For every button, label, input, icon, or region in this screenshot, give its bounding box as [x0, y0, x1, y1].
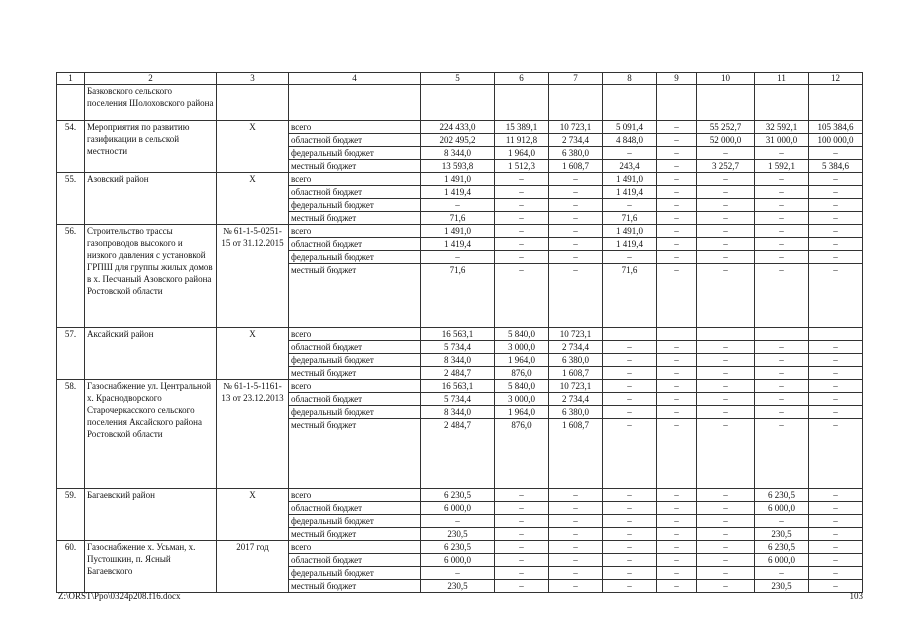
value-cell: –	[755, 341, 809, 354]
value-cell: –	[495, 186, 549, 199]
value-cell: –	[657, 160, 697, 173]
value-cell: –	[697, 419, 755, 489]
value-cell: –	[809, 225, 863, 238]
value-cell: –	[697, 186, 755, 199]
value-cell: –	[809, 354, 863, 367]
value-cell: –	[495, 489, 549, 502]
value-cell: –	[495, 251, 549, 264]
value-cell: 224 433,0	[421, 121, 495, 134]
value-cell: –	[549, 238, 603, 251]
value-cell: –	[549, 541, 603, 554]
value-cell: –	[603, 489, 657, 502]
value-cell: 1 608,7	[549, 419, 603, 489]
value-cell: –	[809, 515, 863, 528]
value-cell: –	[657, 567, 697, 580]
value-cell: –	[657, 121, 697, 134]
value-cell: 2 734,4	[549, 393, 603, 406]
budget-label: местный бюджет	[289, 160, 421, 173]
value-cell: 6 230,5	[421, 541, 495, 554]
value-cell: –	[809, 147, 863, 160]
item-name: Багаевский район	[85, 489, 217, 541]
value-cell: –	[495, 173, 549, 186]
value-cell: 6 000,0	[421, 554, 495, 567]
value-cell: 2 484,7	[421, 367, 495, 380]
value-cell: 3 252,7	[697, 160, 755, 173]
value-cell: –	[657, 515, 697, 528]
value-cell: –	[657, 406, 697, 419]
continuation-row	[57, 85, 863, 121]
table-row	[57, 489, 863, 502]
item-name: Строительство трассы газопроводов высокого и низкого давления с установкой ГРПШ для группы жилых домов в х. Песчаный Азовского района Ростовской области	[85, 225, 217, 328]
value-cell: –	[657, 502, 697, 515]
value-cell: –	[495, 515, 549, 528]
value-cell: –	[697, 367, 755, 380]
value-cell: –	[549, 515, 603, 528]
value-cell: 3 000,0	[495, 341, 549, 354]
header-row	[57, 73, 863, 85]
value-cell: 71,6	[603, 264, 657, 328]
value-cell: –	[809, 199, 863, 212]
value-cell: –	[657, 419, 697, 489]
value-cell: 8 344,0	[421, 147, 495, 160]
value-cell: –	[809, 419, 863, 489]
value-cell: –	[697, 147, 755, 160]
value-cell: –	[657, 580, 697, 593]
value-cell: –	[549, 502, 603, 515]
value-cell: –	[495, 580, 549, 593]
value-cell: –	[495, 225, 549, 238]
value-cell: –	[603, 380, 657, 393]
value-cell: 1 512,3	[495, 160, 549, 173]
value-cell: –	[809, 554, 863, 567]
item-code: Х	[217, 489, 289, 541]
value-cell: –	[549, 567, 603, 580]
value-cell: –	[755, 147, 809, 160]
header-cell: 1	[57, 73, 85, 85]
budget-label: местный бюджет	[289, 264, 421, 328]
value-cell: 6 230,5	[421, 489, 495, 502]
budget-label: всего	[289, 173, 421, 186]
value-cell: –	[657, 225, 697, 238]
value-cell: –	[697, 225, 755, 238]
budget-label: областной бюджет	[289, 238, 421, 251]
value-cell: –	[495, 199, 549, 212]
item-code: Х	[217, 121, 289, 173]
item-code: Х	[217, 328, 289, 380]
value-cell: –	[809, 489, 863, 502]
value-cell: –	[657, 393, 697, 406]
value-cell: 10 723,1	[549, 121, 603, 134]
value-cell: –	[697, 238, 755, 251]
budget-label: местный бюджет	[289, 367, 421, 380]
value-cell: –	[809, 238, 863, 251]
value-cell: 1 491,0	[421, 225, 495, 238]
item-number: 60.	[57, 541, 85, 593]
value-cell: –	[755, 515, 809, 528]
table-row	[57, 328, 863, 341]
value-cell: –	[603, 354, 657, 367]
value-cell	[657, 328, 697, 341]
value-cell: 6 230,5	[755, 541, 809, 554]
header-cell: 11	[755, 73, 809, 85]
value-cell: 8 344,0	[421, 354, 495, 367]
header-cell: 10	[697, 73, 755, 85]
budget-label: федеральный бюджет	[289, 406, 421, 419]
value-cell: 243,4	[603, 160, 657, 173]
value-cell: –	[603, 567, 657, 580]
value-cell: –	[697, 541, 755, 554]
value-cell: –	[657, 238, 697, 251]
value-cell: –	[549, 528, 603, 541]
value-cell: –	[755, 419, 809, 489]
value-cell: –	[549, 554, 603, 567]
item-number: 57.	[57, 328, 85, 380]
value-cell: 15 389,1	[495, 121, 549, 134]
value-cell: –	[657, 541, 697, 554]
item-code: 2017 год	[217, 541, 289, 593]
value-cell: 71,6	[603, 212, 657, 225]
value-cell: –	[697, 341, 755, 354]
budget-label: местный бюджет	[289, 528, 421, 541]
value-cell: –	[755, 264, 809, 328]
value-cell: –	[549, 489, 603, 502]
value-cell: 1 592,1	[755, 160, 809, 173]
value-cell: –	[755, 199, 809, 212]
budget-label: областной бюджет	[289, 341, 421, 354]
item-code: № 61-1-5-0251-15 от 31.12.2015	[217, 225, 289, 328]
value-cell: 6 000,0	[755, 502, 809, 515]
value-cell: –	[697, 393, 755, 406]
value-cell: –	[809, 580, 863, 593]
budget-label: федеральный бюджет	[289, 515, 421, 528]
value-cell: –	[697, 354, 755, 367]
value-cell: 4 848,0	[603, 134, 657, 147]
table-row	[57, 380, 863, 393]
value-cell: –	[603, 393, 657, 406]
budget-label: областной бюджет	[289, 186, 421, 199]
value-cell: –	[603, 406, 657, 419]
value-cell: –	[603, 419, 657, 489]
value-cell: 55 252,7	[697, 121, 755, 134]
value-cell: –	[755, 406, 809, 419]
value-cell	[755, 328, 809, 341]
value-cell: 6 000,0	[421, 502, 495, 515]
item-name: Газоснабжение ул. Центральной х. Краснодворского Старочеркасского сельского поселения Аксайского района Ростовской области	[85, 380, 217, 489]
budget-label: всего	[289, 121, 421, 134]
value-cell: –	[697, 173, 755, 186]
value-cell: –	[697, 502, 755, 515]
value-cell: 16 563,1	[421, 380, 495, 393]
value-cell: 1 419,4	[603, 186, 657, 199]
value-cell	[697, 328, 755, 341]
value-cell: –	[495, 528, 549, 541]
value-cell: –	[755, 225, 809, 238]
value-cell: 32 592,1	[755, 121, 809, 134]
budget-label: местный бюджет	[289, 212, 421, 225]
page-number: 103	[849, 591, 863, 601]
header-cell: 4	[289, 73, 421, 85]
value-cell: –	[657, 199, 697, 212]
value-cell: 876,0	[495, 419, 549, 489]
value-cell	[603, 328, 657, 341]
item-name: Базковского сельского поселения Шолоховского района	[85, 85, 217, 121]
value-cell: –	[657, 147, 697, 160]
value-cell: –	[809, 406, 863, 419]
budget-label: местный бюджет	[289, 580, 421, 593]
value-cell: 1 419,4	[421, 238, 495, 251]
budget-label: федеральный бюджет	[289, 567, 421, 580]
value-cell: –	[495, 212, 549, 225]
value-cell: –	[755, 367, 809, 380]
value-cell: 230,5	[755, 528, 809, 541]
budget-label: федеральный бюджет	[289, 199, 421, 212]
value-cell: –	[809, 251, 863, 264]
item-code: № 61-1-5-1161-13 от 23.12.2013	[217, 380, 289, 489]
value-cell: 71,6	[421, 264, 495, 328]
value-cell: 5 840,0	[495, 328, 549, 341]
value-cell: 5 734,4	[421, 341, 495, 354]
item-name: Азовский район	[85, 173, 217, 225]
value-cell: –	[603, 147, 657, 160]
value-cell: –	[495, 238, 549, 251]
value-cell: 1 608,7	[549, 367, 603, 380]
value-cell: –	[809, 186, 863, 199]
value-cell: –	[549, 199, 603, 212]
value-cell: –	[809, 367, 863, 380]
value-cell: –	[657, 341, 697, 354]
budget-label: всего	[289, 380, 421, 393]
budget-label: всего	[289, 541, 421, 554]
item-number: 56.	[57, 225, 85, 328]
value-cell: –	[697, 199, 755, 212]
value-cell: –	[549, 580, 603, 593]
header-cell: 6	[495, 73, 549, 85]
value-cell: 52 000,0	[697, 134, 755, 147]
file-path: Z:\ORST\Ppo\0324p208.f16.docx	[58, 591, 181, 601]
budget-label: местный бюджет	[289, 419, 421, 489]
value-cell: 5 384,6	[809, 160, 863, 173]
value-cell: –	[755, 251, 809, 264]
value-cell: –	[697, 251, 755, 264]
item-code: Х	[217, 173, 289, 225]
value-cell: –	[495, 502, 549, 515]
value-cell: –	[495, 541, 549, 554]
value-cell: –	[755, 354, 809, 367]
value-cell: 5 734,4	[421, 393, 495, 406]
budget-label: всего	[289, 489, 421, 502]
table-row	[57, 541, 863, 554]
value-cell: –	[697, 515, 755, 528]
value-cell: –	[697, 580, 755, 593]
value-cell: –	[809, 567, 863, 580]
table-row	[57, 173, 863, 186]
value-cell: 1 964,0	[495, 406, 549, 419]
value-cell: 6 000,0	[755, 554, 809, 567]
value-cell: 876,0	[495, 367, 549, 380]
budget-label: областной бюджет	[289, 554, 421, 567]
value-cell: –	[495, 554, 549, 567]
budget-label: областной бюджет	[289, 502, 421, 515]
value-cell: –	[755, 238, 809, 251]
value-cell: –	[603, 502, 657, 515]
value-cell: 1 491,0	[603, 225, 657, 238]
value-cell: –	[495, 567, 549, 580]
budget-label: областной бюджет	[289, 134, 421, 147]
value-cell: –	[603, 367, 657, 380]
value-cell: –	[549, 212, 603, 225]
table-row	[57, 121, 863, 134]
value-cell: 11 912,8	[495, 134, 549, 147]
value-cell: –	[697, 567, 755, 580]
value-cell: –	[697, 212, 755, 225]
value-cell: –	[809, 380, 863, 393]
value-cell: –	[755, 567, 809, 580]
value-cell: 105 384,6	[809, 121, 863, 134]
value-cell: –	[603, 515, 657, 528]
header-cell: 12	[809, 73, 863, 85]
item-number: 59.	[57, 489, 85, 541]
budget-label: федеральный бюджет	[289, 251, 421, 264]
value-cell: –	[657, 264, 697, 328]
value-cell: –	[421, 515, 495, 528]
value-cell: –	[809, 502, 863, 515]
value-cell: –	[549, 251, 603, 264]
value-cell: 1 419,4	[603, 238, 657, 251]
value-cell: 1 491,0	[421, 173, 495, 186]
value-cell: –	[657, 186, 697, 199]
value-cell: –	[809, 212, 863, 225]
value-cell: –	[809, 173, 863, 186]
header-cell: 7	[549, 73, 603, 85]
value-cell: –	[697, 528, 755, 541]
value-cell: –	[603, 199, 657, 212]
value-cell: 5 840,0	[495, 380, 549, 393]
item-name: Мероприятия по развитию газификации в сельской местности	[85, 121, 217, 173]
budget-label: федеральный бюджет	[289, 354, 421, 367]
value-cell: –	[657, 489, 697, 502]
value-cell: 230,5	[755, 580, 809, 593]
value-cell: –	[421, 251, 495, 264]
header-cell: 3	[217, 73, 289, 85]
budget-table	[56, 72, 863, 593]
value-cell: –	[809, 541, 863, 554]
value-cell: –	[603, 554, 657, 567]
value-cell: 31 000,0	[755, 134, 809, 147]
value-cell: –	[809, 341, 863, 354]
value-cell: –	[657, 251, 697, 264]
value-cell: 1 964,0	[495, 147, 549, 160]
value-cell: –	[755, 393, 809, 406]
header-cell: 9	[657, 73, 697, 85]
value-cell: –	[755, 380, 809, 393]
value-cell: –	[755, 173, 809, 186]
value-cell: –	[657, 173, 697, 186]
value-cell: 10 723,1	[549, 380, 603, 393]
value-cell: –	[657, 380, 697, 393]
header-cell: 5	[421, 73, 495, 85]
value-cell: 100 000,0	[809, 134, 863, 147]
item-number: 58.	[57, 380, 85, 489]
value-cell: –	[755, 186, 809, 199]
budget-label: областной бюджет	[289, 393, 421, 406]
value-cell: 1 419,4	[421, 186, 495, 199]
value-cell: –	[603, 580, 657, 593]
item-number: 55.	[57, 173, 85, 225]
value-cell: –	[755, 212, 809, 225]
value-cell: 1 964,0	[495, 354, 549, 367]
value-cell: –	[697, 264, 755, 328]
value-cell: –	[603, 251, 657, 264]
value-cell: –	[549, 173, 603, 186]
value-cell: –	[603, 341, 657, 354]
value-cell: 16 563,1	[421, 328, 495, 341]
value-cell: –	[603, 528, 657, 541]
value-cell: 71,6	[421, 212, 495, 225]
value-cell: –	[657, 554, 697, 567]
header-cell: 2	[85, 73, 217, 85]
item-name: Газоснабжение х. Усьман, х. Пустошкин, п. Ясный Багаевского	[85, 541, 217, 593]
value-cell: –	[657, 134, 697, 147]
value-cell: –	[549, 264, 603, 328]
value-cell: –	[549, 225, 603, 238]
value-cell: –	[697, 380, 755, 393]
item-name: Аксайский район	[85, 328, 217, 380]
header-cell: 8	[603, 73, 657, 85]
value-cell: 2 734,4	[549, 341, 603, 354]
value-cell: –	[697, 406, 755, 419]
value-cell: –	[657, 354, 697, 367]
value-cell: 230,5	[421, 528, 495, 541]
value-cell: –	[603, 541, 657, 554]
value-cell: –	[809, 528, 863, 541]
value-cell: –	[657, 367, 697, 380]
value-cell: –	[697, 554, 755, 567]
value-cell: 2 484,7	[421, 419, 495, 489]
value-cell: 1 608,7	[549, 160, 603, 173]
value-cell: –	[421, 199, 495, 212]
value-cell: 1 491,0	[603, 173, 657, 186]
value-cell: 6 230,5	[755, 489, 809, 502]
value-cell: 10 723,1	[549, 328, 603, 341]
budget-label: федеральный бюджет	[289, 147, 421, 160]
value-cell: 6 380,0	[549, 354, 603, 367]
value-cell: 5 091,4	[603, 121, 657, 134]
value-cell: –	[495, 264, 549, 328]
value-cell: 6 380,0	[549, 406, 603, 419]
budget-label: всего	[289, 225, 421, 238]
value-cell: 2 734,4	[549, 134, 603, 147]
value-cell: 6 380,0	[549, 147, 603, 160]
value-cell: 8 344,0	[421, 406, 495, 419]
value-cell	[809, 328, 863, 341]
value-cell: –	[697, 489, 755, 502]
budget-label: всего	[289, 328, 421, 341]
value-cell: –	[657, 528, 697, 541]
value-cell: –	[809, 264, 863, 328]
table-row	[57, 225, 863, 238]
value-cell: 230,5	[421, 580, 495, 593]
value-cell: 202 495,2	[421, 134, 495, 147]
value-cell: –	[421, 567, 495, 580]
value-cell: –	[809, 393, 863, 406]
value-cell: –	[657, 212, 697, 225]
item-number: 54.	[57, 121, 85, 173]
value-cell: –	[549, 186, 603, 199]
value-cell: 3 000,0	[495, 393, 549, 406]
value-cell: 13 593,8	[421, 160, 495, 173]
